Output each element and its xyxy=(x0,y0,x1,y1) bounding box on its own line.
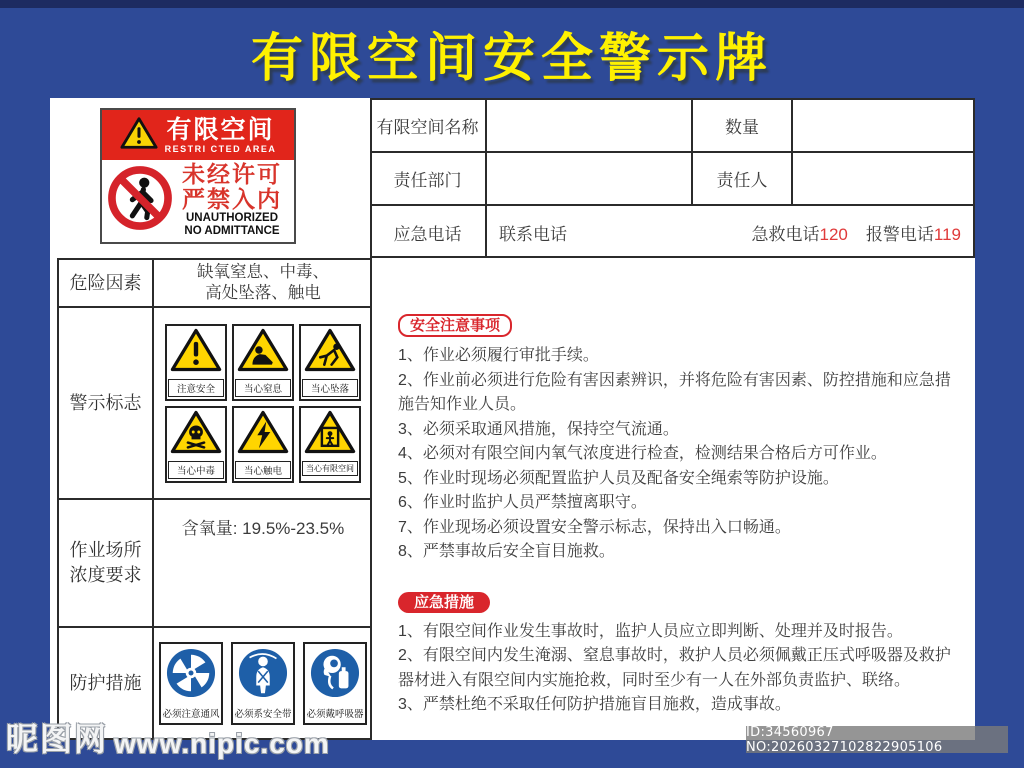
police-label: 报警电话 xyxy=(865,224,934,244)
warning-sign-caution-confined-space: 当心有限空间 xyxy=(299,406,361,483)
notice-item: 2、作业前必须进行危险有害因素辨识，并将危险有害因素、防控措施和应急措施告知作业人员。 xyxy=(398,371,951,413)
sign-title-en: RESTRI CTED AREA xyxy=(164,143,277,154)
exclamation-triangle-icon xyxy=(170,328,222,377)
cell-person-label: 责任人 xyxy=(691,153,791,204)
warning-sign-caution-safety: 注意安全 xyxy=(165,324,227,401)
notice-item: 7、作业现场必须设置安全警示标志，保持出入口畅通。 xyxy=(398,518,791,536)
cell-person-value xyxy=(791,153,973,204)
no-entry-icon xyxy=(106,164,174,237)
no-entry-text-en2: NO ADMITTANCE xyxy=(184,225,280,237)
warning-triangle-icon xyxy=(120,116,158,155)
table-row xyxy=(370,153,973,206)
mandatory-sign-respirator: 必须戴呼吸器 xyxy=(303,642,367,725)
cell-emergency-phone-content xyxy=(485,206,973,258)
first-aid-number: 120 xyxy=(819,224,848,244)
warning-signs-grid xyxy=(165,324,361,483)
table-row-emergency xyxy=(370,206,973,258)
emergency-measures-badge: 应急措施 xyxy=(398,592,490,613)
notice-item: 6、作业时监护人员严禁擅离职守。 xyxy=(398,494,647,511)
notices-section xyxy=(372,258,975,740)
falling-person-triangle-icon xyxy=(304,328,356,377)
safety-harness-icon xyxy=(238,648,288,703)
warning-sign-caution-poisoning: 当心中毒 xyxy=(165,406,227,483)
warning-sign-caution-suffocation: 当心窒息 xyxy=(232,324,294,401)
table-row xyxy=(370,100,973,153)
hazard-label: 危险因素 xyxy=(59,260,154,306)
sign-board-panel xyxy=(50,98,975,740)
cell-emergency-phone-label: 应急电话 xyxy=(393,224,462,244)
warning-sign-caution-electric-shock: 当心触电 xyxy=(232,406,294,483)
no-entry-text-line1: 未经许可 xyxy=(182,161,282,187)
notice-item: 3、必须采取通风措施，保持空气流通。 xyxy=(398,420,679,438)
emergency-numbers xyxy=(752,220,961,245)
no-entry-text-line2: 严禁入内 xyxy=(182,186,282,212)
info-table xyxy=(370,98,975,258)
cell-department-value xyxy=(485,153,691,204)
respirator-icon xyxy=(310,648,360,703)
left-attribute-grid xyxy=(57,258,372,740)
ventilation-fan-icon xyxy=(166,648,216,703)
restricted-sign-body xyxy=(102,160,294,240)
watermark-url: www.nipic.com xyxy=(114,728,330,759)
restricted-sign-header xyxy=(102,110,294,160)
cell-department-label: 责任部门 xyxy=(393,171,462,190)
watermark-logo-text: 昵图网 xyxy=(6,721,109,757)
concentration-label: 作业场所 浓度要求 xyxy=(59,500,154,626)
lightning-triangle-icon xyxy=(237,410,289,459)
confined-space-triangle-icon xyxy=(304,410,356,459)
notice-item: 5、作业时现场必须配置监护人员及配备安全绳索等防护设施。 xyxy=(398,469,839,487)
police-number: 119 xyxy=(933,224,961,244)
cell-quantity-value xyxy=(791,100,973,151)
restricted-area-sign xyxy=(100,108,296,244)
warning-sign-caution-falling: 当心坠落 xyxy=(299,324,361,401)
notice-item: 4、必须对有限空间内氧气浓度进行检查，检测结果合格后方可作业。 xyxy=(398,445,887,462)
concentration-row xyxy=(59,498,372,626)
suffocation-triangle-icon xyxy=(237,328,289,377)
first-aid-label: 急救电话 xyxy=(751,224,820,244)
top-border-strip xyxy=(0,0,1024,8)
contact-phone-label: 联系电话 xyxy=(499,224,567,244)
site-watermark xyxy=(6,714,330,760)
cell-space-name-value xyxy=(485,100,691,151)
warning-signs-row xyxy=(59,306,372,498)
skull-triangle-icon xyxy=(170,410,222,459)
protection-label: 防护措施 xyxy=(59,628,154,738)
safety-notices-badge: 安全注意事项 xyxy=(398,314,512,337)
page-title: 有限空间安全警示牌 xyxy=(250,30,773,88)
hazard-row xyxy=(59,260,372,306)
oxygen-requirement-value: 含氧量: 19.5%-23.5% xyxy=(181,519,345,538)
warning-signs-label: 警示标志 xyxy=(59,308,154,498)
sign-title-cn: 有限空间 xyxy=(166,115,275,144)
cell-space-name-label: 有限空间名称 xyxy=(376,118,479,137)
no-entry-text-en1: UNAUTHORIZED xyxy=(186,212,278,224)
notice-item: 1、作业必须履行审批手续。 xyxy=(398,347,599,364)
notice-item: 8、严禁事故后安全盲目施救。 xyxy=(398,543,615,560)
hazard-factors-text: 缺氧窒息、中毒、 高处坠落、触电 xyxy=(197,263,329,302)
emergency-measure-item: 2、有限空间内发生淹溺、窒息事故时，救护人员必须佩戴正压式呼吸器及救护器材进入有限空间内实施抢救，同时至少有一人在外部负责监护、联络。 xyxy=(398,647,951,689)
emergency-measure-item: 1、有限空间作业发生事故时，监护人员应立即判断、处理并及时报告。 xyxy=(398,622,903,640)
emergency-measure-item: 3、严禁杜绝不采取任何防护措施盲目施救，造成事故。 xyxy=(398,696,791,713)
mandatory-sign-ventilation: 必须注意通风 xyxy=(159,642,223,725)
panel-divider xyxy=(370,98,372,740)
cell-quantity-label: 数量 xyxy=(691,100,791,151)
image-id-bar: ID:34560967 NO:20260327102822905106 xyxy=(746,726,1008,753)
protection-signs-group xyxy=(159,642,367,725)
mandatory-sign-safety-belt: 必须系安全带 xyxy=(231,642,295,725)
